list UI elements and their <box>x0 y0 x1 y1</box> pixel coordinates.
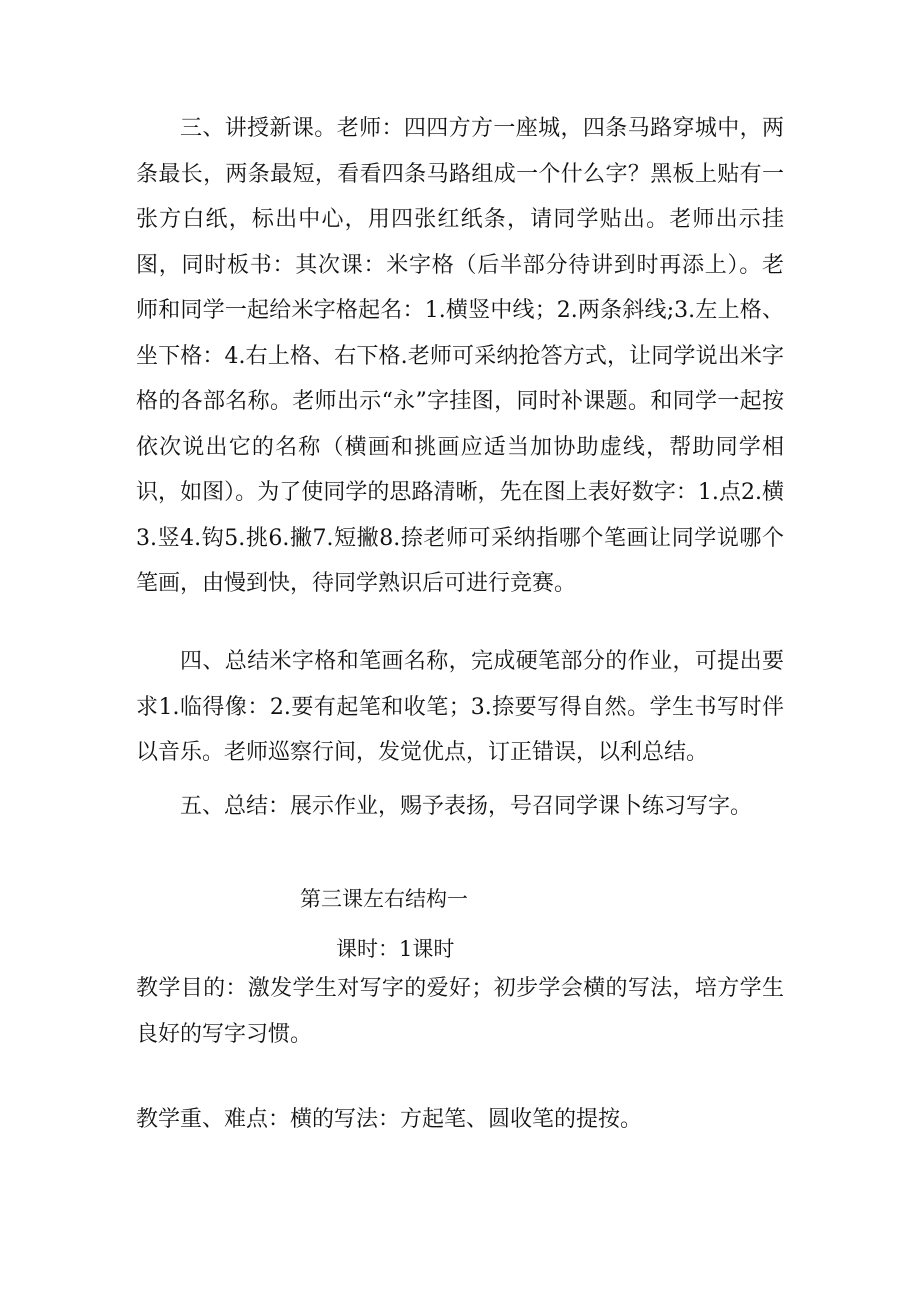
lesson-title: 第三课左右结构一 <box>300 887 468 911</box>
paragraph-teach-new-lesson: 三、讲授新课。老师：四四方方一座城，四条马路穿城中，两条最长，两条最短，看看四条马路组成一个什么字？黑板上贴有一张方白纸，标出中心，用四张红纸条，请同学贴出。老师出示挂图，同时板书：其次课：米字格（后半部分待讲到时再添上）。老师和同学一起给米字格起名：1.横竖中线；2.两条斜线;3.左上格、坐下格：4.右上格、右下格.老师可采纳抢答方式，让同学说出米字格的各部名称。老师出示“永”字挂图，同时补课题。和同学一起按依次说出它的名称（横画和挑画应适当加协助虚线，帮助同学相识，如图）。为了使同学的思路清晰，先在图上表好数字：1.点2.横3.竖4.钩5.挑6.撇7.短撇8.捺老师可采纳指哪个笔画让同学说哪个笔画，由慢到快，待同学熟识后可进行竞赛。 <box>136 116 784 596</box>
paragraph-summary-homework: 四、总结米字格和笔画名称，完成硬笔部分的作业，可提出要求1.临得像：2.要有起笔和收笔；3.捺要写得自然。学生书写时伴以音乐。老师巡察行间，发觉优点，订正错误，以利总结。 <box>136 649 784 765</box>
paragraph-teaching-objective: 教学目的：激发学生对写字的爱好；初步学会横的写法，培方学生良好的写字习惯。 <box>136 976 784 1047</box>
paragraph-key-points: 教学重、难点：横的写法：方起笔、圆收笔的提按。 <box>136 1107 643 1132</box>
paragraph-conclusion: 五、总结：展示作业，赐予表扬，号召同学课卜练习写字。 <box>180 794 753 819</box>
lesson-hours: 课时：1课时 <box>336 937 455 961</box>
